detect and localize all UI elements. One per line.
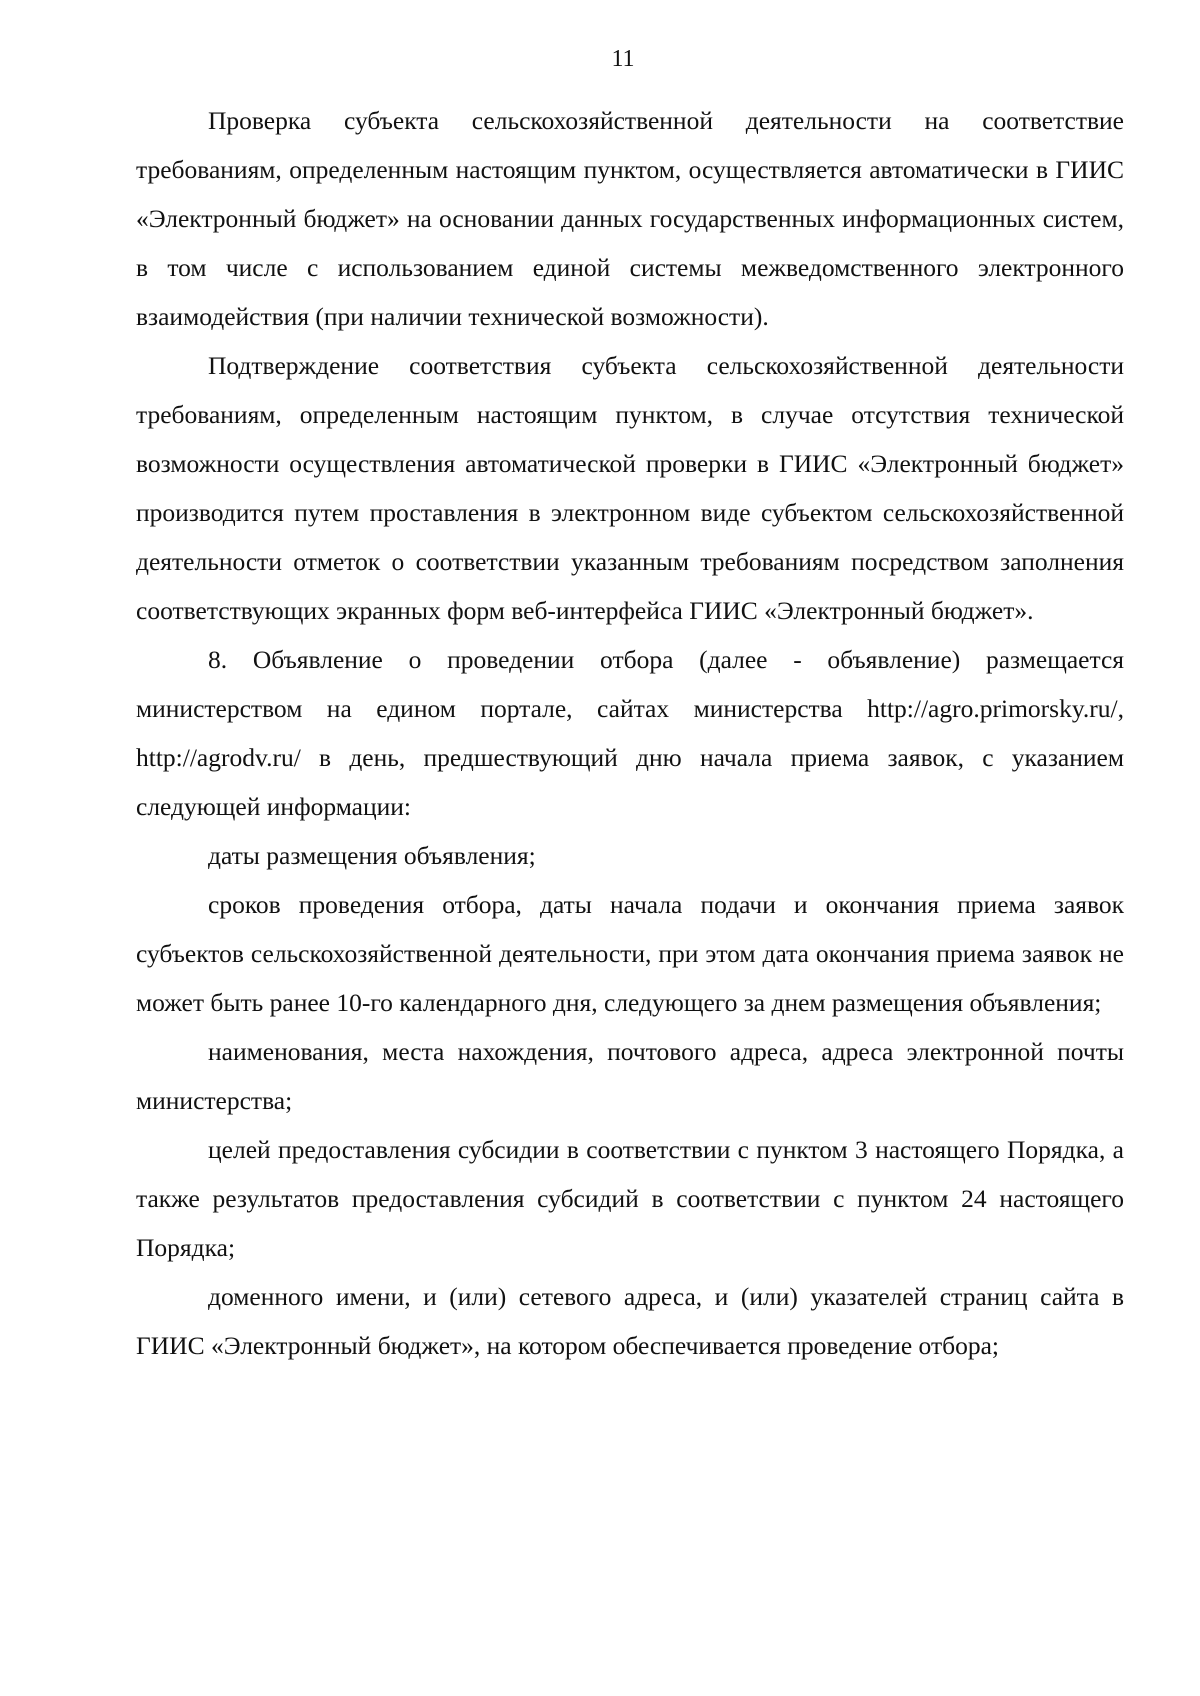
document-body [136, 96, 1124, 1370]
list-item-ministry-contacts: наименования, места нахождения, почтового адреса, адреса электронной почты министерства; [136, 1037, 1124, 1115]
page-number: 11 [611, 46, 635, 72]
list-item-subsidy-goals: целей предоставления субсидии в соответствии с пунктом 3 настоящего Порядка, а также результатов предоставления субсидий в соответствии с пунктом 24 настоящего Порядка; [136, 1135, 1124, 1262]
paragraph-verification-manual: Подтверждение соответствия субъекта сельскохозяйственной деятельности требованиям, определенным настоящим пунктом, в случае отсутствия технической возможности осуществления автоматической проверки в ГИИС «Электронный бюджет» производится путем проставления в электронном виде субъектом сельскохозяйственной деятельности отметок о соответствии указанным требованиям посредством заполнения соответствующих экранных форм веб-интерфейса ГИИС «Электронный бюджет». [136, 351, 1124, 625]
list-item-selection-terms: сроков проведения отбора, даты начала подачи и окончания приема заявок субъектов сельскохозяйственной деятельности, при этом дата окончания приема заявок не может быть ранее 10-го календарного дня, следующего за днем размещения объявления; [136, 890, 1124, 1017]
list-item-announcement-date: даты размещения объявления; [208, 841, 536, 870]
list-item-domain-address: доменного имени, и (или) сетевого адреса, и (или) указателей страниц сайта в ГИИС «Электронный бюджет», на котором обеспечивается проведение отбора; [136, 1282, 1124, 1360]
paragraph-verification-automatic: Проверка субъекта сельскохозяйственной деятельности на соответствие требованиям, определенным настоящим пунктом, осуществляется автоматически в ГИИС «Электронный бюджет» на основании данных государственных информационных систем, в том числе с использованием единой системы межведомственного электронного взаимодействия (при наличии технической возможности). [136, 106, 1124, 331]
paragraph-clause-8-announcement: 8. Объявление о проведении отбора (далее - объявление) размещается министерством на едином портале, сайтах министерства http://agro.primorsky.ru/, http://agrodv.ru/ в день, предшествующий дню начала приема заявок, с указанием следующей информации: [136, 645, 1124, 821]
